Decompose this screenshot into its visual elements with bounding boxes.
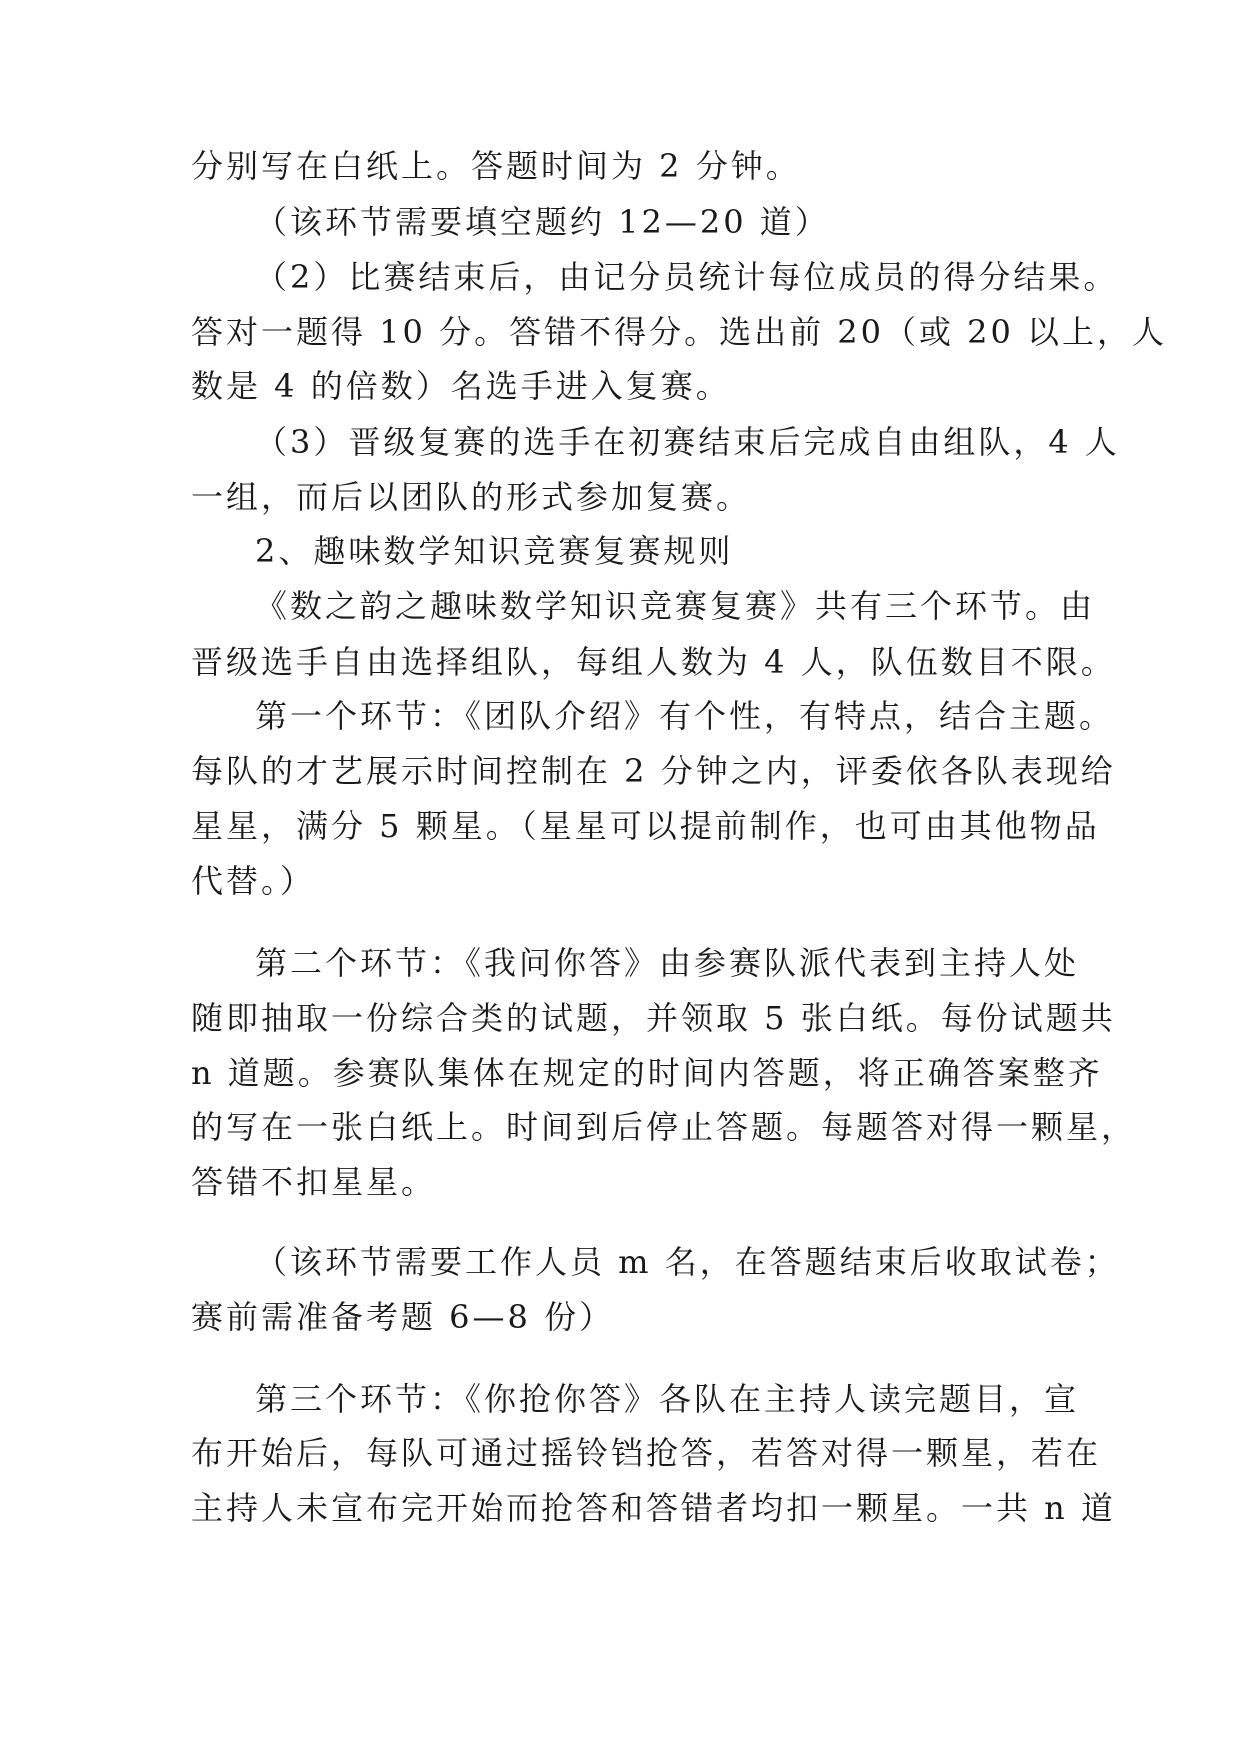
text-line: （3）晋级复赛的选手在初赛结束后完成自由组队，4 人 xyxy=(255,423,1120,461)
text-line: 晋级选手自由选择组队，每组人数为 4 人，队伍数目不限。 xyxy=(191,643,1116,681)
text-line: （该环节需要填空题约 12—20 道） xyxy=(255,203,830,241)
text-line: 星星，满分 5 颗星。（星星可以提前制作，也可由其他物品 xyxy=(191,807,1100,845)
text-line: 布开始后，每队可通过摇铃铛抢答，若答对得一颗星，若在 xyxy=(191,1434,1102,1472)
section-heading: 2、趣味数学知识竞赛复赛规则 xyxy=(255,532,734,570)
text-line: 的写在一张白纸上。时间到后停止答题。每题答对得一颗星， xyxy=(191,1108,1137,1146)
text-line: 一组，而后以团队的形式参加复赛。 xyxy=(191,478,752,516)
text-line: 第二个环节：《我问你答》由参赛队派代表到主持人处 xyxy=(255,944,1080,982)
text-line: 第三个环节：《你抢你答》各队在主持人读完题目，宣 xyxy=(255,1380,1080,1418)
text-line: （该环节需要工作人员 m 名，在答题结束后收取试卷； xyxy=(255,1243,1120,1281)
text-line: （2）比赛结束后，由记分员统计每位成员的得分结果。 xyxy=(255,258,1119,296)
text-line: 答对一题得 10 分。答错不得分。选出前 20（或 20 以上，人 xyxy=(191,313,1168,351)
text-line: 答错不扣星星。 xyxy=(191,1163,437,1201)
text-line: 分别写在白纸上。答题时间为 2 分钟。 xyxy=(191,147,801,185)
text-line: 随即抽取一份综合类的试题，并领取 5 张白纸。每份试题共 xyxy=(191,999,1116,1037)
text-line: n 道题。参赛队集体在规定的时间内答题，将正确答案整齐 xyxy=(191,1054,1103,1092)
text-line: 数是 4 的倍数）名选手进入复赛。 xyxy=(191,367,731,405)
text-line: 主持人未宣布完开始而抢答和答错者均扣一颗星。一共 n 道 xyxy=(191,1489,1116,1527)
text-line: 每队的才艺展示时间控制在 2 分钟之内，评委依各队表现给 xyxy=(191,752,1116,790)
text-line: 《数之韵之趣味数学知识竞赛复赛》共有三个环节。由 xyxy=(255,587,1096,625)
text-line: 赛前需准备考题 6—8 份） xyxy=(191,1298,615,1336)
text-line: 第一个环节：《团队介绍》有个性，有特点，结合主题。 xyxy=(255,697,1115,735)
text-line: 代替。） xyxy=(191,862,316,900)
